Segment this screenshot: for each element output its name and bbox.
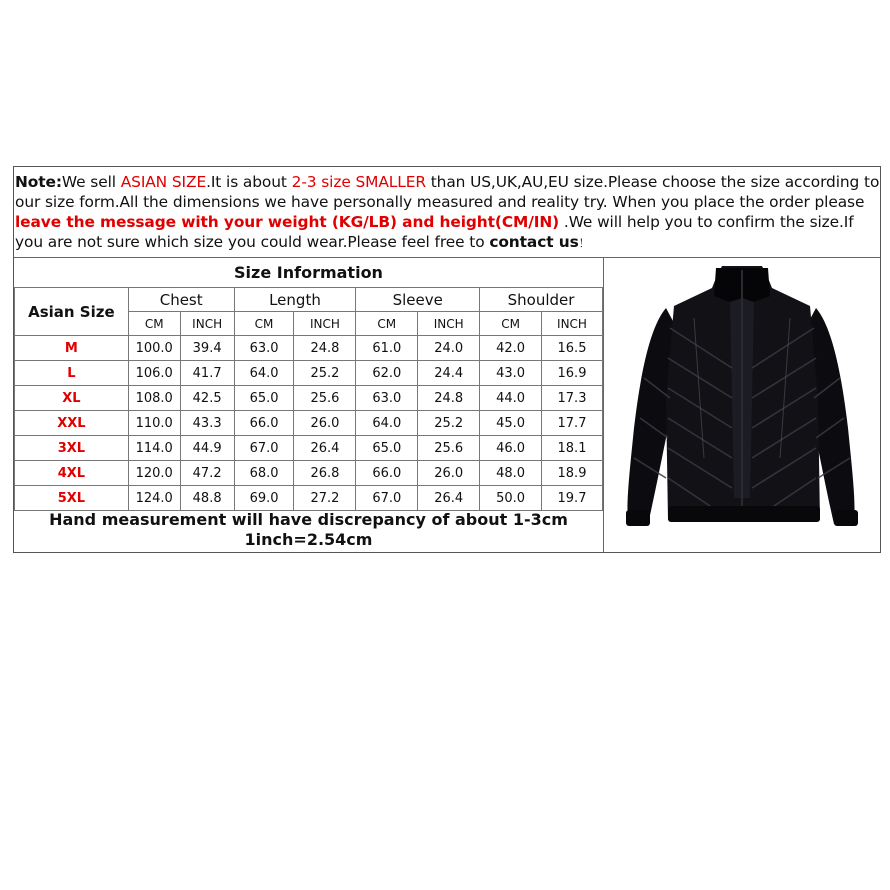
- measurement-cell: 61.0: [356, 336, 418, 361]
- group-header-shoulder: Shoulder: [480, 288, 603, 312]
- measurement-cell: 24.0: [418, 336, 480, 361]
- measurement-cell: 124.0: [128, 486, 180, 511]
- footer-discrepancy: Hand measurement will have discrepancy of about 1-3cm: [49, 510, 568, 529]
- measurement-cell: 110.0: [128, 411, 180, 436]
- size-label: L: [15, 361, 129, 386]
- measurement-cell: 114.0: [128, 436, 180, 461]
- size-label: 5XL: [15, 486, 129, 511]
- measurement-cell: 67.0: [234, 436, 294, 461]
- measurement-cell: 19.7: [542, 486, 603, 511]
- measurement-cell: 26.0: [294, 411, 356, 436]
- group-header-chest: Chest: [128, 288, 234, 312]
- group-header-sleeve: Sleeve: [356, 288, 480, 312]
- measurement-cell: 44.9: [180, 436, 234, 461]
- note-text-2: .It is about: [206, 173, 292, 191]
- measurement-cell: 39.4: [180, 336, 234, 361]
- note-text-1: We sell: [61, 173, 121, 191]
- measurement-cell: 27.2: [294, 486, 356, 511]
- measurement-cell: 63.0: [234, 336, 294, 361]
- unit-header: CM: [356, 312, 418, 336]
- table-row: [15, 436, 603, 461]
- table-row: [15, 361, 603, 386]
- measurement-cell: 43.0: [480, 361, 542, 386]
- unit-header: INCH: [294, 312, 356, 336]
- measurement-cell: 44.0: [480, 386, 542, 411]
- measurement-cell: 69.0: [234, 486, 294, 511]
- size-chart: [13, 166, 881, 553]
- note-contact-us: contact us: [489, 233, 579, 251]
- measurement-cell: 50.0: [480, 486, 542, 511]
- size-label: M: [15, 336, 129, 361]
- measurement-cell: 42.0: [480, 336, 542, 361]
- note-text-3: than US,UK,AU,EU size.Please choose the size according to our size form.All the dimensions we have personally measured and reality try. When you place the order please: [15, 173, 880, 211]
- size-table: [14, 287, 603, 511]
- table-row: [15, 386, 603, 411]
- measurement-cell: 25.2: [294, 361, 356, 386]
- table-row: [15, 411, 603, 436]
- measurement-cell: 26.8: [294, 461, 356, 486]
- measurement-cell: 63.0: [356, 386, 418, 411]
- measurement-cell: 48.0: [480, 461, 542, 486]
- measurement-cell: 68.0: [234, 461, 294, 486]
- measurement-cell: 66.0: [356, 461, 418, 486]
- measurement-cell: 64.0: [234, 361, 294, 386]
- measurement-cell: 43.3: [180, 411, 234, 436]
- note-prefix: Note:: [15, 173, 62, 191]
- measurement-cell: 45.0: [480, 411, 542, 436]
- size-label: XL: [15, 386, 129, 411]
- measurement-cell: 24.8: [294, 336, 356, 361]
- measurement-cell: 26.0: [418, 461, 480, 486]
- size-table-title: Size Information: [234, 263, 383, 282]
- measurement-cell: 65.0: [234, 386, 294, 411]
- measurement-cell: 17.3: [542, 386, 603, 411]
- note-text-4: .We will help you to confirm the size.If you are not sure which size you could wear.Please feel free to: [15, 213, 854, 251]
- jacket-photo: [604, 258, 880, 552]
- note-asian-size: ASIAN SIZE: [120, 173, 207, 191]
- measurement-cell: 120.0: [128, 461, 180, 486]
- measurement-cell: 108.0: [128, 386, 180, 411]
- measurement-cell: 106.0: [128, 361, 180, 386]
- unit-header: CM: [128, 312, 180, 336]
- measurement-cell: 26.4: [294, 436, 356, 461]
- measurement-cell: 25.6: [294, 386, 356, 411]
- size-note: [14, 167, 880, 258]
- footer-conversion: 1inch=2.54cm: [244, 530, 373, 549]
- unit-header: INCH: [418, 312, 480, 336]
- measurement-cell: 46.0: [480, 436, 542, 461]
- size-table-panel: [14, 258, 604, 552]
- measurement-cell: 26.4: [418, 486, 480, 511]
- table-group-header-row: [15, 288, 603, 312]
- measurement-cell: 47.2: [180, 461, 234, 486]
- note-text-5: ！: [578, 237, 590, 250]
- group-header-length: Length: [234, 288, 356, 312]
- unit-header: INCH: [180, 312, 234, 336]
- unit-header: CM: [480, 312, 542, 336]
- measurement-cell: 18.1: [542, 436, 603, 461]
- measurement-cell: 25.6: [418, 436, 480, 461]
- measurement-cell: 42.5: [180, 386, 234, 411]
- measurement-cell: 67.0: [356, 486, 418, 511]
- table-row: [15, 486, 603, 511]
- note-smaller: 2-3 size SMALLER: [291, 173, 426, 191]
- jacket-image: [604, 258, 880, 552]
- measurement-cell: 16.9: [542, 361, 603, 386]
- measurement-cell: 66.0: [234, 411, 294, 436]
- measurement-cell: 16.5: [542, 336, 603, 361]
- measurement-cell: 24.8: [418, 386, 480, 411]
- measurement-cell: 64.0: [356, 411, 418, 436]
- measurement-cell: 100.0: [128, 336, 180, 361]
- unit-header: CM: [234, 312, 294, 336]
- size-label: 3XL: [15, 436, 129, 461]
- measurement-cell: 24.4: [418, 361, 480, 386]
- measurement-cell: 25.2: [418, 411, 480, 436]
- measurement-cell: 17.7: [542, 411, 603, 436]
- measurement-footer: [14, 510, 603, 550]
- table-row: [15, 461, 603, 486]
- size-label: XXL: [15, 411, 129, 436]
- table-row: [15, 336, 603, 361]
- unit-header: INCH: [542, 312, 603, 336]
- measurement-cell: 65.0: [356, 436, 418, 461]
- asian-size-header: Asian Size: [15, 288, 129, 336]
- measurement-cell: 62.0: [356, 361, 418, 386]
- note-leave-message: leave the message with your weight (KG/LB) and height(CM/IN): [15, 213, 560, 231]
- measurement-cell: 41.7: [180, 361, 234, 386]
- measurement-cell: 18.9: [542, 461, 603, 486]
- size-label: 4XL: [15, 461, 129, 486]
- measurement-cell: 48.8: [180, 486, 234, 511]
